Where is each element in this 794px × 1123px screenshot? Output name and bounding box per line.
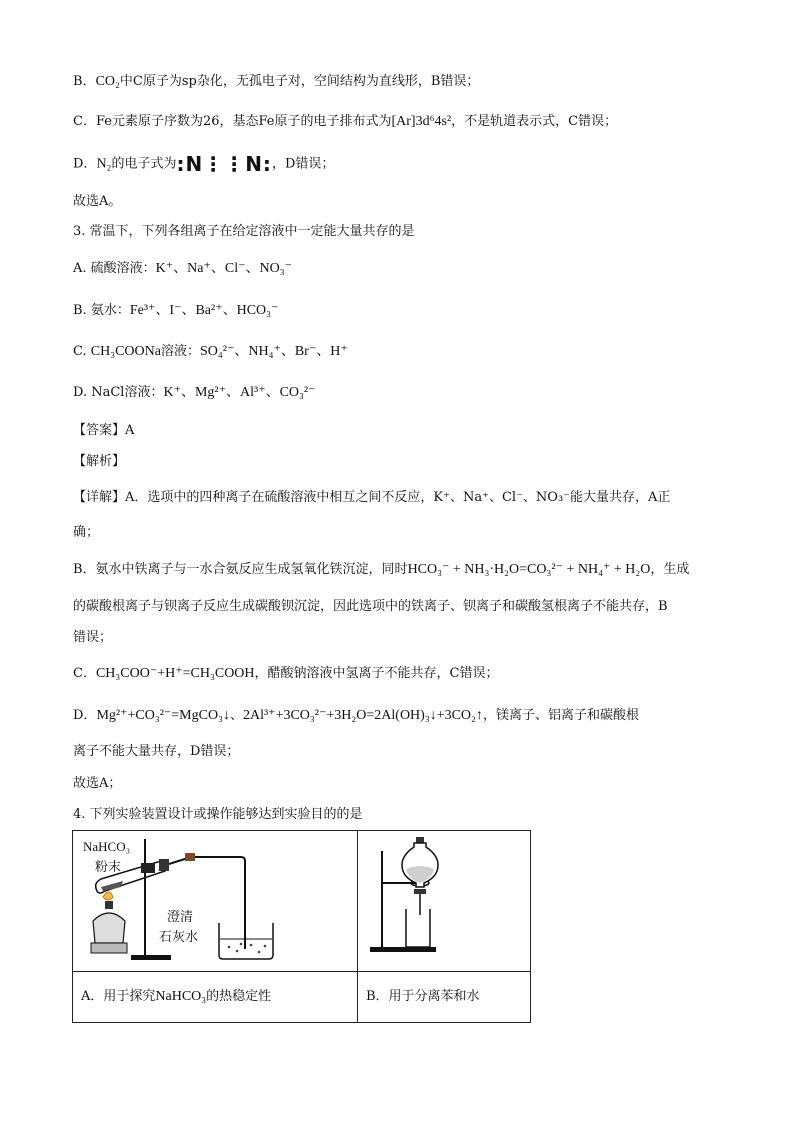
q3-option-a-label: A. 硫酸溶液： (73, 261, 156, 276)
q3-option-b-ions: Fe³⁺、I⁻、Ba²⁺、HCO₃⁻ (129, 303, 279, 318)
clamp (141, 863, 155, 873)
answer-value: A (125, 423, 135, 438)
detail-b-equation: HCO₃⁻ + NH₃·H₂O=CO₃²⁻ + NH₄⁺ + H₂O (407, 562, 651, 577)
q3-option-c-ions: SO₄²⁻、NH₄⁺、Br⁻、H⁺ (199, 344, 348, 359)
line-b (73, 72, 479, 92)
q4-figure-table (72, 830, 531, 1023)
alcohol-lamp (91, 892, 127, 953)
detail-b-post: ，生成 (650, 562, 690, 577)
label-limewater: 石灰水 (159, 930, 199, 945)
separatory-funnel (402, 837, 438, 915)
q3-option-b-label: B. 氨水： (73, 303, 130, 318)
label-clear: 澄清 (167, 910, 194, 925)
q3-option-c-mid: 溶液： (160, 344, 200, 359)
detail-d-post: ，镁离子、铝离子和碳酸根 (482, 708, 639, 723)
q3-answer (73, 421, 134, 441)
line-c-text: ，不是轨道表示式，C错误； (451, 114, 618, 129)
heating-apparatus-diagram (73, 831, 357, 967)
detail-c-post: ，醋酸钠溶液中氢离子不能共存，C错误； (254, 666, 499, 681)
detail-a-line2: 确； (73, 525, 100, 540)
detail-d-sep: 、 (229, 708, 243, 723)
detail-b-line3: 错误； (73, 630, 113, 645)
line-d-mid: 的电子式为 (111, 156, 177, 172)
detail-tag: 【详解】 (73, 490, 126, 505)
q3-option-c-label: C. (73, 344, 91, 359)
detail-d-line2: 离子不能大量共存，D错误； (73, 744, 240, 759)
detail-c-pre: C． (73, 666, 96, 681)
detail-b-line1 (73, 560, 689, 580)
q3-option-d-label: D. NaCl溶液： (73, 385, 164, 400)
label-nahco3: NaHCO₃ (83, 839, 131, 854)
detail-d-pre: D． (73, 708, 97, 723)
line-d-formula: N₂ (96, 156, 112, 172)
caption-b: B．用于分离苯和水 (358, 972, 531, 1023)
detail-b-pre: B．氨水中铁离子与一水合氨反应生成氢氧化铁沉淀，同时 (73, 562, 408, 577)
q3-option-d (73, 383, 316, 403)
caption-a (73, 972, 358, 1023)
line-c-prefix: C．Fe元素原子序数为26，基态Fe原子的电子排布式为 (73, 114, 392, 129)
n2-lewis-structure: :N⋮⋮N: (176, 152, 272, 176)
detail-b-line2: 的碳酸根离子与钡离子反应生成碳酸钡沉淀，因此选项中的铁离子、钡离子和碳酸氢根离子不能共存，B (73, 599, 668, 614)
label-powder: 粉末 (95, 860, 122, 875)
line-c-config: [Ar]3d⁶4s² (391, 114, 452, 129)
q3-option-c-solute: CH₃COONa (90, 344, 161, 359)
detail-c-equation: CH₃COO⁻+H⁺=CH₃COOH (95, 666, 255, 681)
q3-option-b (73, 301, 278, 321)
q3-stem: 3. 常温下，下列各组离子在给定溶液中一定能大量共存的是 (73, 224, 415, 239)
q3-option-a-ions: K⁺、Na⁺、Cl⁻、NO₃⁻ (155, 261, 292, 276)
stopper (159, 859, 169, 871)
stand-base (131, 955, 171, 960)
receiving-beaker (406, 909, 430, 947)
caption-a-pre: A．用于探究 (81, 989, 156, 1004)
detail-a-text: A．选项中的四种离子在硫酸溶液中相互之间不反应，K⁺、Na⁺、Cl⁻、NO₃⁻能大量共存，A正 (125, 490, 671, 505)
detail-c-line (73, 664, 498, 684)
caption-a-formula: NaHCO₃ (155, 989, 207, 1004)
choose-a-line: 故选A。 (73, 194, 122, 209)
figure-b-cell (358, 831, 531, 972)
line-b-formula: CO₂ (95, 74, 120, 89)
q3-option-a (73, 259, 292, 279)
bubbles (228, 943, 267, 954)
detail-a-line1 (73, 488, 670, 508)
line-d-text: ，D错误； (271, 156, 335, 172)
line-b-prefix: B． (73, 74, 96, 89)
line-b-text: 中C原子为sp杂化，无孤电子对，空间结构为直线形，B错误； (119, 74, 480, 89)
detail-d-line1 (73, 706, 639, 726)
detail-d-equation-2: 2Al³⁺+3CO₃²⁻+3H₂O=2Al(OH)₃↓+3CO₂↑ (242, 708, 483, 723)
separatory-funnel-diagram (358, 831, 530, 967)
rubber-joint (185, 853, 195, 861)
q3-option-c (73, 342, 348, 362)
answer-tag: 【答案】 (73, 423, 126, 438)
caption-a-post: 的热稳定性 (206, 989, 272, 1004)
figure-a-cell (73, 831, 358, 972)
q3-option-d-ions: K⁺、Mg²⁺、Al³⁺、CO₃²⁻ (163, 385, 316, 400)
detail-d-equation-1: Mg²⁺+CO₃²⁻=MgCO₃↓ (96, 708, 230, 723)
analysis-tag: 【解析】 (73, 454, 126, 469)
line-d-prefix: D． (73, 156, 97, 172)
q4-stem: 4. 下列实验装置设计或操作能够达到实验目的的是 (73, 807, 363, 822)
q3-choose: 故选A； (73, 776, 122, 791)
line-c (73, 112, 617, 132)
line-d (73, 154, 334, 175)
